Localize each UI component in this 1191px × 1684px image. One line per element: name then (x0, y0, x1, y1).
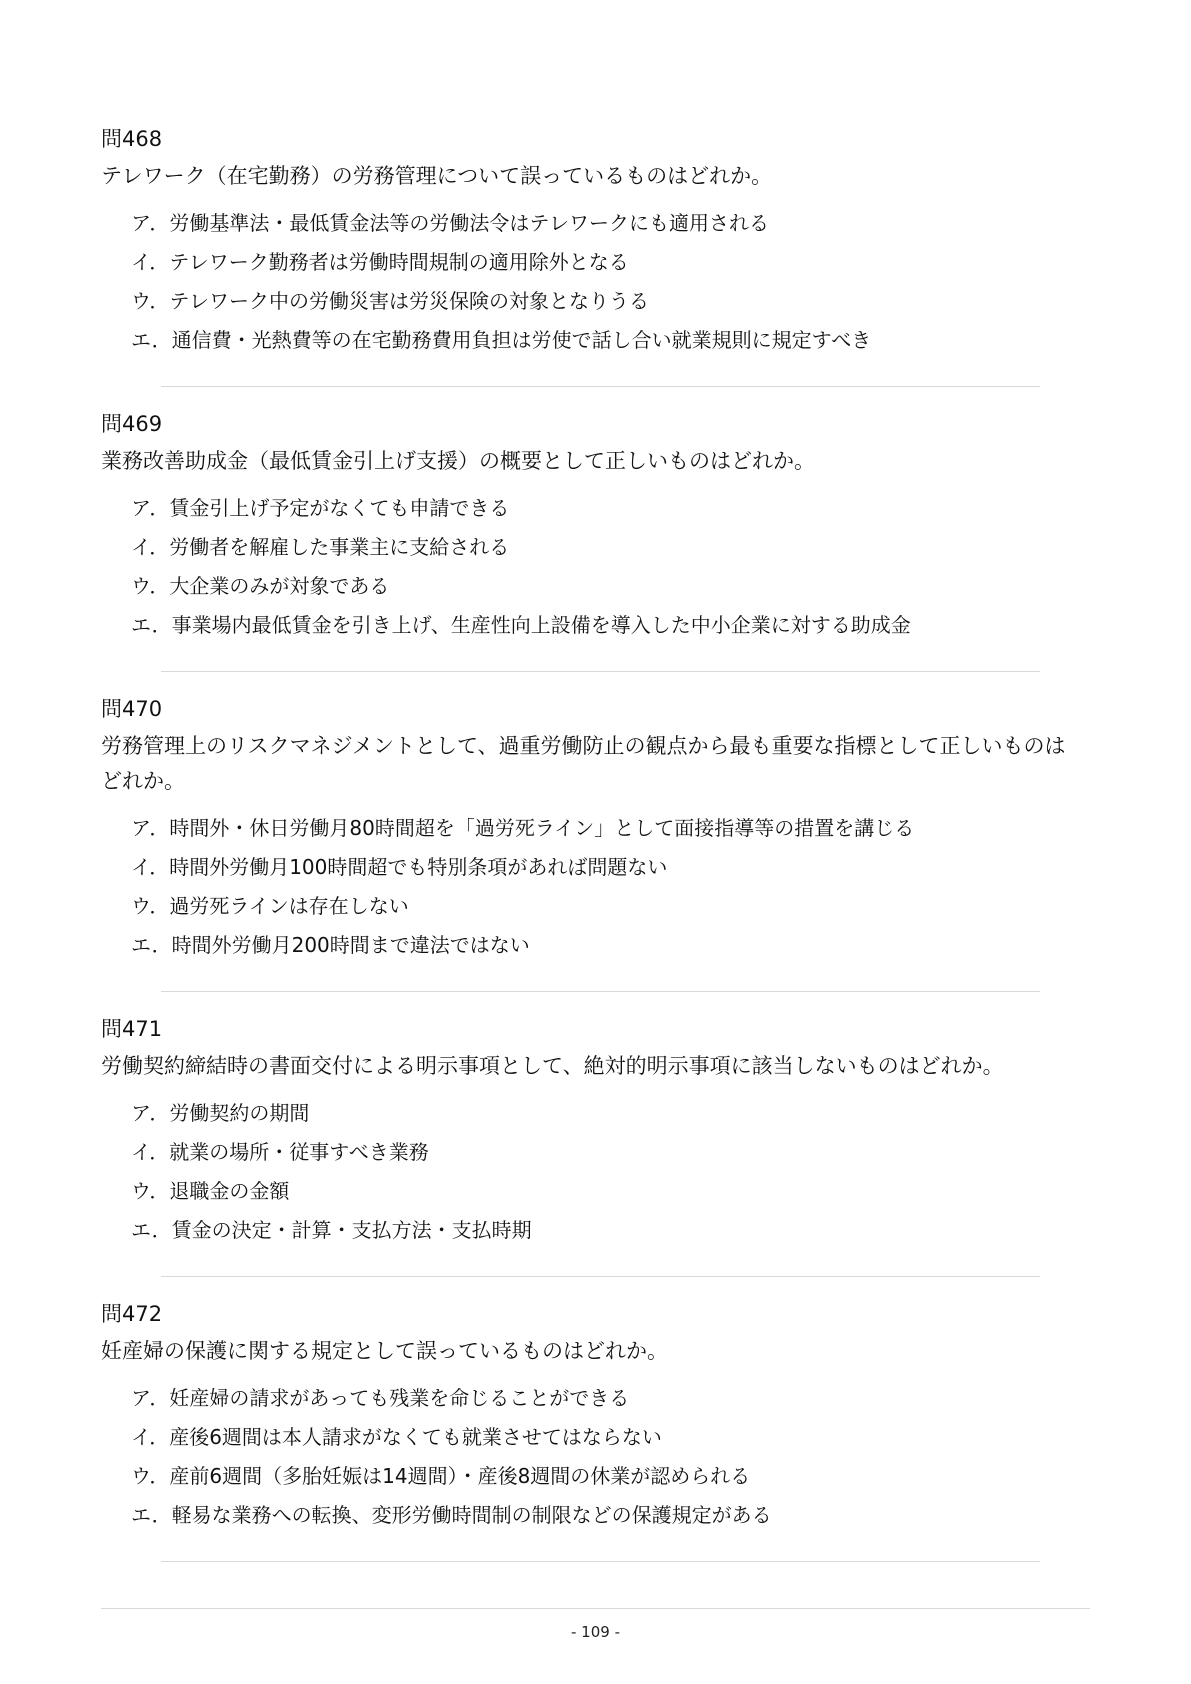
question-text: 妊産婦の保護に関する規定として誤っているものはどれか。 (101, 1339, 668, 1363)
question-block (101, 1014, 1091, 1250)
question-divider (161, 386, 1040, 387)
answer-option: ウ．大企業のみが対象である (131, 574, 390, 598)
question-block (101, 1299, 1091, 1535)
page-number: - 109 - (571, 1623, 620, 1641)
answer-option: ウ．産前6週間（多胎妊娠は14週間）・産後8週間の休業が認められる (131, 1464, 751, 1488)
question-number: 問470 (101, 697, 163, 721)
answer-options (101, 1379, 1091, 1535)
answer-option: エ．通信費・光熱費等の在宅勤務費用負担は労使で話し合い就業規則に規定すべき (131, 328, 872, 352)
answer-option: イ．時間外労働月100時間超でも特別条項があれば問題ない (131, 855, 668, 879)
answer-options (101, 809, 1091, 965)
answer-option: ア．妊産婦の請求があっても残業を命じることができる (131, 1386, 630, 1410)
question-block (101, 409, 1091, 645)
question-number: 問469 (101, 412, 163, 436)
question-text: 業務改善助成金（最低賃金引上げ支援）の概要として正しいものはどれか。 (101, 449, 815, 473)
answer-option: エ．軽易な業務への転換、変形労働時間制の制限などの保護規定がある (131, 1503, 772, 1527)
answer-option: エ．時間外労働月200時間まで違法ではない (131, 933, 530, 957)
question-number: 問468 (101, 127, 163, 151)
question-number: 問471 (101, 1017, 163, 1041)
answer-option: ウ．過労死ラインは存在しない (131, 894, 409, 918)
question-number: 問472 (101, 1302, 163, 1326)
question-text: 労働契約締結時の書面交付による明示事項として、絶対的明示事項に該当しないものはどれか。 (101, 1054, 1004, 1078)
question-text: テレワーク（在宅勤務）の労務管理について誤っているものはどれか。 (101, 164, 773, 188)
footer-rule (101, 1608, 1090, 1609)
answer-option: イ．就業の場所・従事すべき業務 (131, 1140, 429, 1164)
question-text: 労務管理上のリスクマネジメントとして、過重労働防止の観点から最も重要な指標として正しいものはどれか。 (101, 734, 1066, 793)
answer-option: ア．労働契約の期間 (131, 1101, 310, 1125)
answer-option: ア．労働基準法・最低賃金法等の労働法令はテレワークにも適用される (131, 211, 769, 235)
answer-options (101, 1094, 1091, 1250)
question-divider (161, 1276, 1040, 1277)
question-divider (161, 671, 1040, 672)
question-block (101, 694, 1091, 965)
answer-option: ア．時間外・休日労働月80時間超を「過労死ライン」として面接指導等の措置を講じる (131, 816, 915, 840)
answer-option: ア．賃金引上げ予定がなくても申請できる (131, 496, 510, 520)
answer-option: エ．賃金の決定・計算・支払方法・支払時期 (131, 1218, 532, 1242)
question-divider (161, 1561, 1040, 1562)
answer-option: イ．テレワーク勤務者は労働時間規制の適用除外となる (131, 250, 629, 274)
answer-option: イ．産後6週間は本人請求がなくても就業させてはならない (131, 1425, 662, 1449)
question-divider (161, 991, 1040, 992)
question-block (101, 124, 1091, 360)
answer-options (101, 489, 1091, 645)
answer-option: エ．事業場内最低賃金を引き上げ、生産性向上設備を導入した中小企業に対する助成金 (131, 613, 911, 637)
answer-option: ウ．退職金の金額 (131, 1179, 290, 1203)
answer-option: イ．労働者を解雇した事業主に支給される (131, 535, 510, 559)
answer-options (101, 204, 1091, 360)
answer-option: ウ．テレワーク中の労働災害は労災保険の対象となりうる (131, 289, 649, 313)
